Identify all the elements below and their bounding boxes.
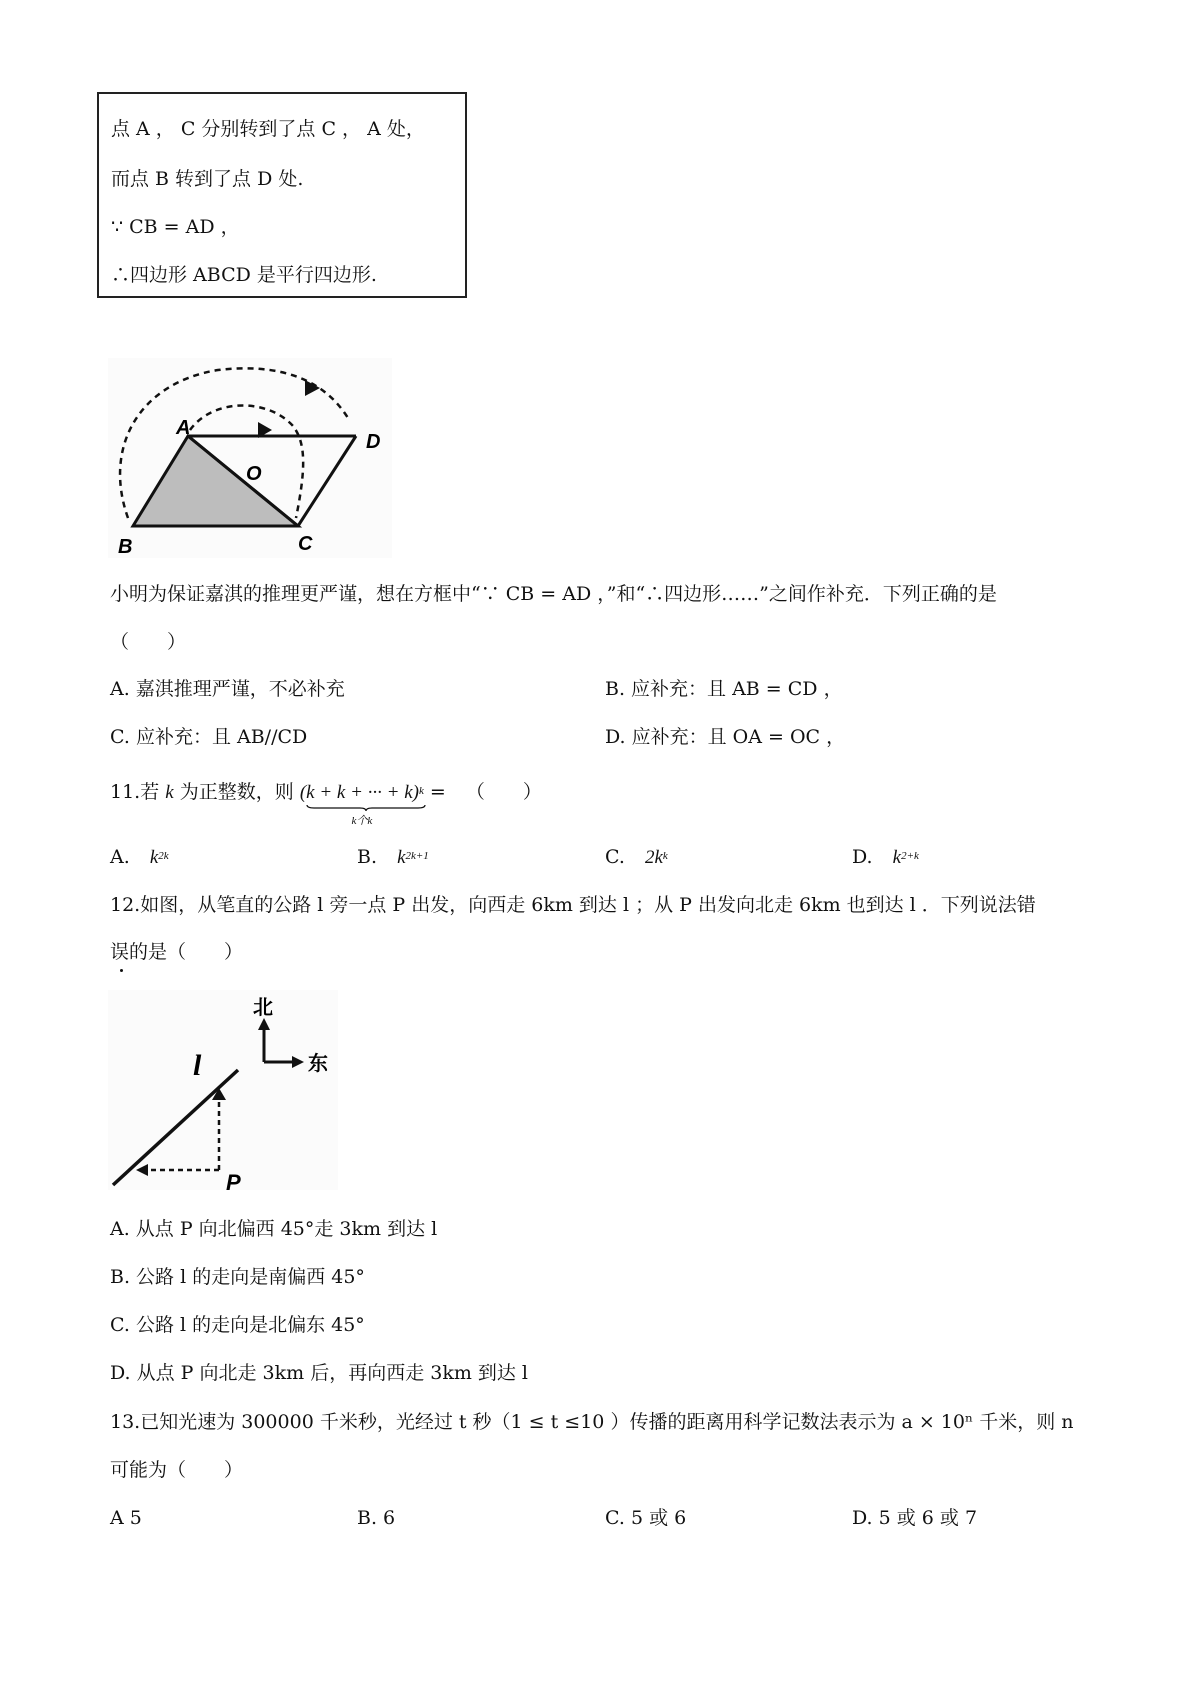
q11-option-b-label: B. xyxy=(357,846,378,868)
q11-option-a xyxy=(110,845,169,872)
q11-stem xyxy=(110,780,542,827)
q10-paren: （ ） xyxy=(110,631,187,653)
q12-emphasis-char: 误 xyxy=(110,941,130,963)
q11-brace-label: k个k xyxy=(351,815,373,827)
q12-option-c: C. 公路 l 的走向是北偏东 45° xyxy=(110,1314,365,1336)
q11-option-b-exp: 2k+1 xyxy=(405,850,429,862)
q11-option-d xyxy=(852,845,919,872)
q11-option-d-base: k xyxy=(892,847,902,868)
compass-north-label: 北 xyxy=(253,995,273,1019)
label-d: D xyxy=(366,431,381,453)
q13-option-b: B. 6 xyxy=(357,1507,396,1529)
parallelogram-figure xyxy=(108,358,392,558)
compass-north-arrow-icon xyxy=(258,1018,270,1030)
proof-line-3: ∵ CB = AD ， xyxy=(111,216,240,238)
q12-line-2 xyxy=(110,940,243,964)
q12-option-a: A. 从点 P 向北偏西 45°走 3km 到达 l xyxy=(110,1218,438,1240)
q10-option-d: D. 应补充：且 OA = OC ， xyxy=(605,726,846,748)
proof-box xyxy=(97,92,467,298)
q11-option-d-exp: 2+k xyxy=(901,850,919,862)
proof-line-4: ∴四边形 ABCD 是平行四边形. xyxy=(111,264,377,286)
q11-sum-exponent: k xyxy=(418,785,424,797)
q12-line-2-rest: 的是（ ） xyxy=(129,941,244,963)
compass-east-arrow-icon xyxy=(292,1056,304,1068)
q11-option-a-label: A. xyxy=(110,846,130,868)
q11-mid: 为正整数，则 xyxy=(179,781,294,803)
q11-option-b-base: k xyxy=(397,847,406,868)
q11-option-c-base: 2k xyxy=(644,847,663,868)
q13-option-d: D. 5 或 6 或 7 xyxy=(852,1507,978,1529)
west-path-arrow xyxy=(136,1164,148,1176)
q13-option-a: A 5 xyxy=(110,1507,142,1529)
q10-text: 小明为保证嘉淇的推理更严谨，想在方框中“∵ CB = AD ，”和“∴四边形……”之间作补充．下列正确的是 xyxy=(110,583,997,605)
q11-k: k xyxy=(165,782,174,803)
q12-option-b: B. 公路 l 的走向是南偏西 45° xyxy=(110,1266,365,1288)
q13-line-1: 13.已知光速为 300000 千米秒，光经过 t 秒（1 ≤ t ≤10 ）传播的距离用科学记数法表示为 a × 10ⁿ 千米，则 n xyxy=(110,1411,1074,1433)
segment-dc xyxy=(298,436,356,526)
q11-option-d-label: D. xyxy=(852,846,873,868)
q12-option-d: D. 从点 P 向北走 3km 后，再向西走 3km 到达 l xyxy=(110,1362,529,1384)
q11-option-b xyxy=(357,845,429,872)
label-a: A xyxy=(176,417,191,439)
label-c: C xyxy=(298,533,313,555)
q11-prefix: 11.若 xyxy=(110,781,160,803)
road-figure xyxy=(108,990,338,1190)
q11-option-c-label: C. xyxy=(605,846,625,868)
q10-option-b: B. 应补充：且 AB = CD ， xyxy=(605,678,843,700)
q11-option-a-exp: 2k xyxy=(158,850,169,862)
q11-paren: （ ） xyxy=(465,781,542,803)
q13-line-2: 可能为（ ） xyxy=(110,1459,244,1481)
q11-sum: (k + k + ··· + k) xyxy=(299,782,419,803)
q10-option-c: C. 应补充：且 AB//CD xyxy=(110,726,308,748)
q11-option-a-base: k xyxy=(149,847,159,868)
q11-sum-expression xyxy=(299,781,424,827)
proof-line-2: 而点 B 转到了点 D 处. xyxy=(111,168,304,190)
q13-option-c: C. 5 或 6 xyxy=(605,1507,687,1529)
label-point-p: P xyxy=(226,1170,241,1190)
proof-line-1: 点 A ， C 分别转到了点 C ， A 处， xyxy=(111,118,425,140)
compass-east-label: 东 xyxy=(308,1051,328,1075)
label-road-l: l xyxy=(193,1049,202,1082)
q12-line-1: 12.如图，从笔直的公路 l 旁一点 P 出发，向西走 6km 到达 l ；从 P 出发向北走 6km 也到达 l ．下列说法错 xyxy=(110,894,1036,916)
label-o: O xyxy=(246,463,262,485)
outer-arc-arrow xyxy=(305,380,320,396)
q11-equals: = xyxy=(429,781,446,803)
q10-option-a: A. 嘉淇推理严谨，不必补充 xyxy=(110,678,345,700)
shaded-triangle-abc xyxy=(133,436,298,526)
q11-option-c-exp: k xyxy=(662,850,668,862)
label-b: B xyxy=(118,536,133,558)
q11-option-c xyxy=(605,845,668,872)
